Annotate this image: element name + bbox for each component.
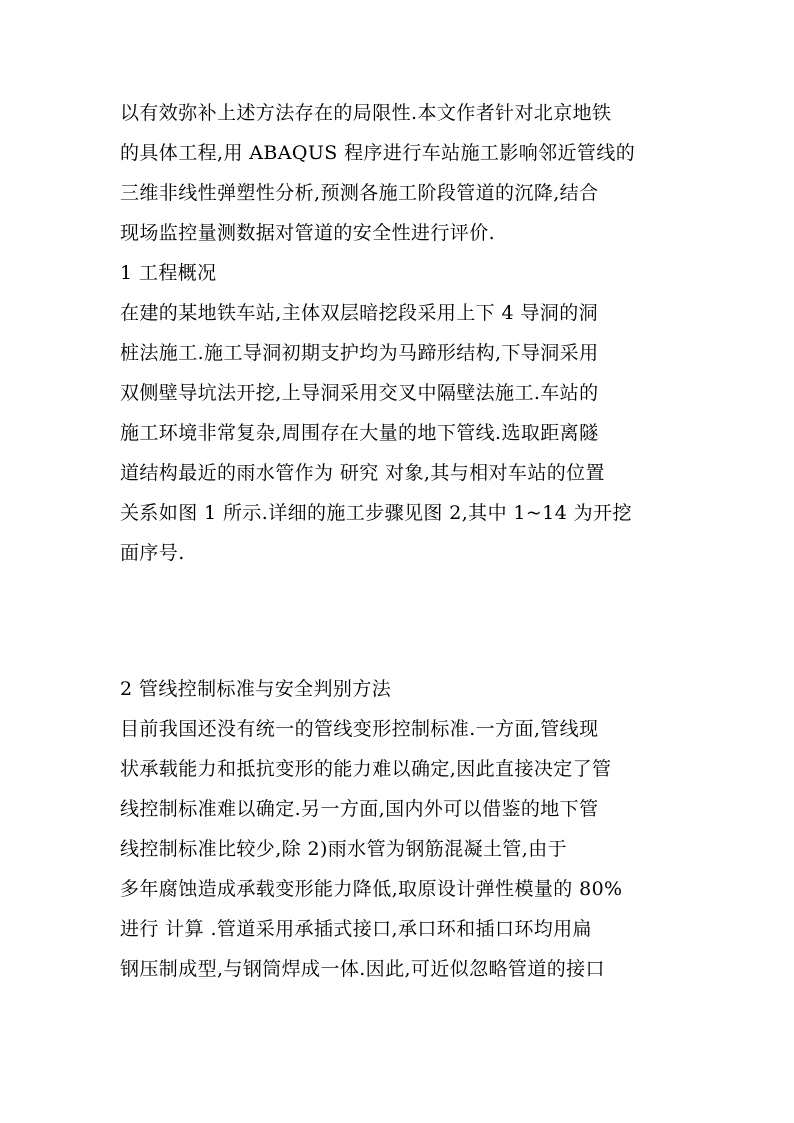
section-1-line: 在建的某地铁车站,主体双层暗挖段采用上下 4 导洞的洞 bbox=[120, 302, 599, 324]
section-2-line: 线控制标准比较少,除 2)雨水管为钢筋混凝土管,由于 bbox=[120, 838, 568, 860]
intro-line: 以有效弥补上述方法存在的局限性.本文作者针对北京地铁 bbox=[120, 102, 612, 124]
section-2-line: 状承载能力和抵抗变形的能力难以确定,因此直接决定了管 bbox=[120, 758, 612, 780]
section-2-line: 进行 计算 .管道采用承插式接口,承口环和插口环均用扁 bbox=[120, 918, 592, 940]
section-2-line: 线控制标准难以确定.另一方面,国内外可以借鉴的地下管 bbox=[120, 798, 599, 820]
section-1-line: 面序号. bbox=[120, 542, 185, 564]
section-1-line: 桩法施工.施工导洞初期支护均为马蹄形结构,下导洞采用 bbox=[120, 342, 599, 364]
intro-line: 现场监控量测数据对管道的安全性进行评价. bbox=[120, 222, 496, 244]
section-1-line: 施工环境非常复杂,周围存在大量的地下管线.选取距离隧 bbox=[120, 422, 599, 444]
section-2-heading: 2 管线控制标准与安全判别方法 bbox=[120, 678, 392, 700]
section-2-line: 钢压制成型,与钢筒焊成一体.因此,可近似忽略管道的接口 bbox=[120, 958, 605, 980]
section-1-heading: 1 工程概况 bbox=[120, 262, 217, 284]
section-2-line: 多年腐蚀造成承载变形能力降低,取原设计弹性模量的 80% bbox=[120, 878, 623, 900]
section-1-line: 关系如图 1 所示.详细的施工步骤见图 2,其中 1~14 为开挖 bbox=[120, 502, 632, 524]
section-1-line: 双侧壁导坑法开挖,上导洞采用交叉中隔壁法施工.车站的 bbox=[120, 382, 599, 404]
section-1-line: 道结构最近的雨水管作为 研究 对象,其与相对车站的位置 bbox=[120, 462, 605, 484]
intro-line: 三维非线性弹塑性分析,预测各施工阶段管道的沉降,结合 bbox=[120, 182, 599, 204]
intro-line: 的具体工程,用 ABAQUS 程序进行车站施工影响邻近管线的 bbox=[120, 142, 636, 164]
section-2-line: 目前我国还没有统一的管线变形控制标准.一方面,管线现 bbox=[120, 718, 599, 740]
